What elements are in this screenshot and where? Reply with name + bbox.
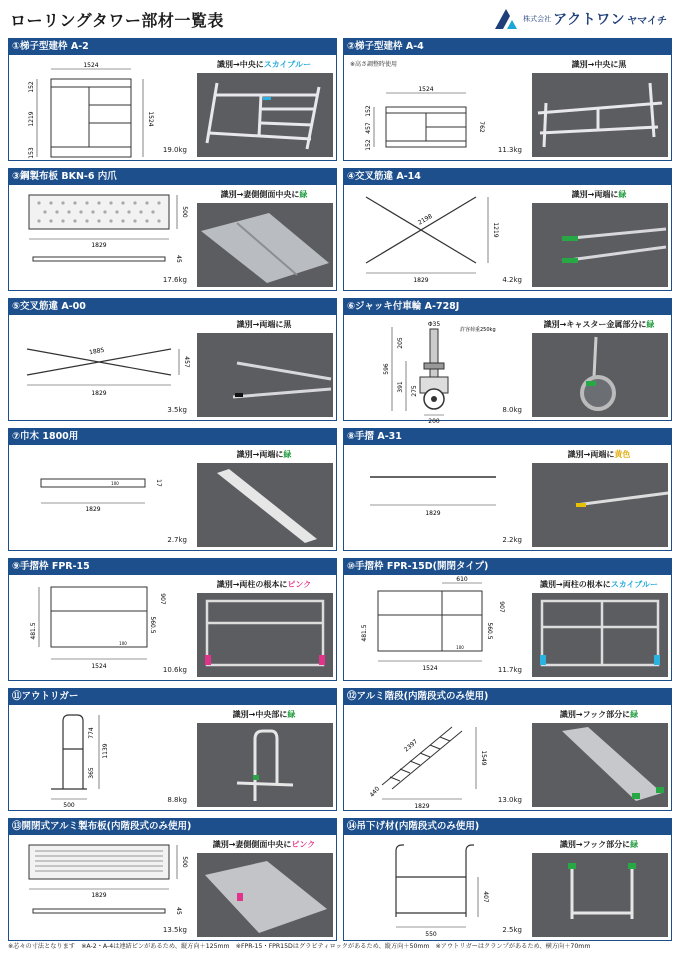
ident-note: 識別→フック部分に緑 xyxy=(559,710,639,719)
part-weight: 11.7kg xyxy=(497,666,522,674)
part-drawing xyxy=(346,447,524,549)
part-drawing xyxy=(346,837,524,939)
dim-width: 500 xyxy=(63,802,75,809)
company-logo xyxy=(493,6,667,32)
part-photo xyxy=(197,73,333,157)
dim-s: 100 xyxy=(119,641,127,646)
part-photo xyxy=(532,723,668,807)
part-drawing xyxy=(11,187,189,289)
part-drawing xyxy=(346,187,524,289)
dim-width: 1524 xyxy=(83,62,99,69)
part-photo xyxy=(197,723,333,807)
ident-note: 識別→両端に緑 xyxy=(236,450,292,459)
part-weight: 17.6kg xyxy=(162,276,187,284)
part-drawing xyxy=(346,577,524,679)
dim-h2: 1219 xyxy=(28,111,35,127)
dim-d: 275 xyxy=(411,385,418,397)
dim-length: 2397 xyxy=(402,738,420,754)
dim-c: 365 xyxy=(88,767,95,779)
dim-a: 774 xyxy=(88,727,95,739)
dim-height: 907 xyxy=(498,601,505,613)
part-title: ⑦巾木 1800用 xyxy=(9,429,336,445)
dim-e: 200 xyxy=(428,418,440,425)
ident-note: 識別→フック部分に緑 xyxy=(559,840,639,849)
part-title: ⑩手摺枠 FPR-15D(開閉タイプ) xyxy=(344,559,671,575)
part-weight: 11.3kg xyxy=(497,146,522,154)
ident-note: 識別→中央に黒 xyxy=(571,60,627,69)
part-photo xyxy=(532,463,668,547)
dim-height: 907 xyxy=(159,593,166,605)
part-card-toeboard xyxy=(8,428,337,551)
ident-note: 識別→妻側側面中央にピンク xyxy=(212,840,316,849)
dim-b: 596 xyxy=(383,363,390,375)
usage-note: ※高さ調整時使用 xyxy=(350,61,398,68)
ident-note: 識別→中央にスカイブルー xyxy=(217,60,311,69)
logo-brand-sub: ヤマイチ xyxy=(627,15,667,27)
dim-width: 1829 xyxy=(91,390,107,397)
ident-note: 識別→両柱の根本にスカイブルー xyxy=(540,580,658,589)
part-title: ⑫アルミ階段(内階段式のみ使用) xyxy=(344,689,671,705)
dim-width: 1829 xyxy=(425,510,441,517)
part-drawing xyxy=(346,317,524,425)
page-title: ローリングタワー部材一覧表 xyxy=(10,11,224,30)
dim-width: 1829 xyxy=(91,892,107,899)
dim-top: 610 xyxy=(456,576,468,583)
part-title: ⑬開閉式アルミ製布板(内階段式のみ使用) xyxy=(9,819,336,835)
part-title: ⑤交叉筋違 A-00 xyxy=(9,299,336,315)
part-card-stairs xyxy=(343,688,672,811)
dim-width: 1829 xyxy=(91,242,107,249)
dim-thickness: 17 xyxy=(155,479,162,487)
dim-h3: 481.5 xyxy=(30,622,37,640)
part-weight: 8.8kg xyxy=(167,796,187,804)
part-card-fpr15 xyxy=(8,558,337,681)
dim-h1: 152 xyxy=(365,105,372,117)
footer-notes: ※芯々の寸法となります ※A-2・A-4は連結ピンがあるため、縦方向＋125mm ※FPR-15・FPR15Dはグラビティロックがあるため、縦方向＋50mm ※アウトリガーはクランプがあるため、横方向＋70mm xyxy=(8,943,591,950)
part-drawing xyxy=(11,707,189,809)
dim-h3: 481.5 xyxy=(361,624,368,642)
logo-mark-icon xyxy=(493,7,519,31)
part-card-a00 xyxy=(8,298,337,421)
part-drawing xyxy=(11,837,189,939)
ident-note: 識別→両端に黄色 xyxy=(567,450,631,459)
logo-kk: 株式会社 xyxy=(523,15,552,23)
part-title: ②梯子型建枠 A-4 xyxy=(344,39,671,55)
dim-width: 1524 xyxy=(91,663,107,670)
part-photo xyxy=(197,463,333,547)
dim-a: 205 xyxy=(397,337,404,349)
ident-note: 識別→中央部に緑 xyxy=(232,710,296,719)
part-card-a31 xyxy=(343,428,672,551)
dim-c: 391 xyxy=(397,381,404,393)
part-photo xyxy=(532,593,668,677)
part-card-a728j xyxy=(343,298,672,425)
part-weight: 8.0kg xyxy=(502,406,522,414)
parts-grid xyxy=(8,38,672,941)
part-weight: 4.2kg xyxy=(502,276,522,284)
part-photo xyxy=(197,593,333,677)
dim-h-right: 1524 xyxy=(147,111,154,127)
dim-t: 440 xyxy=(368,785,382,799)
ident-note: 識別→両柱の根本にピンク xyxy=(216,580,312,589)
logo-brand: アクトワン xyxy=(553,12,626,28)
part-drawing xyxy=(11,57,189,159)
dim-b: 1139 xyxy=(102,743,109,759)
ident-note: 識別→両端に黒 xyxy=(236,320,292,329)
part-photo xyxy=(532,333,668,417)
part-title: ⑭吊下げ材(内階段式のみ使用) xyxy=(344,819,671,835)
dim-depth: 500 xyxy=(181,206,188,218)
part-card-outrigger xyxy=(8,688,337,811)
dim-h3: 153 xyxy=(28,147,35,159)
part-drawing xyxy=(11,317,189,419)
dim-phi: Φ35 xyxy=(427,321,441,328)
dim-h1: 152 xyxy=(28,81,35,93)
part-title: ⑪アウトリガー xyxy=(9,689,336,705)
part-weight: 2.2kg xyxy=(502,536,522,544)
dim-width: 1829 xyxy=(413,277,429,284)
part-title: ⑨手摺枠 FPR-15 xyxy=(9,559,336,575)
dim-h2: 560.5 xyxy=(149,616,156,634)
dim-height: 100 xyxy=(111,481,119,486)
dim-h3: 152 xyxy=(365,139,372,151)
part-weight: 10.6kg xyxy=(162,666,187,674)
part-card-a2 xyxy=(8,38,337,161)
part-weight: 2.7kg xyxy=(167,536,187,544)
part-photo xyxy=(197,203,333,287)
ident-note: 識別→両端に緑 xyxy=(571,190,627,199)
dim-thickness: 45 xyxy=(175,907,182,915)
dim-h-right: 762 xyxy=(478,121,485,133)
dim-h2: 560.5 xyxy=(486,622,493,640)
dim-width: 550 xyxy=(425,931,437,938)
part-title: ⑧手摺 A-31 xyxy=(344,429,671,445)
part-title: ④交叉筋違 A-14 xyxy=(344,169,671,185)
part-card-hanger xyxy=(343,818,672,941)
ident-note: 識別→キャスター金属部分に緑 xyxy=(543,320,655,329)
part-card-a14 xyxy=(343,168,672,291)
part-photo xyxy=(197,333,333,417)
part-weight: 19.0kg xyxy=(162,146,187,154)
part-title: ③鋼製布板 BKN-6 内爪 xyxy=(9,169,336,185)
dim-width: 1829 xyxy=(414,803,430,810)
part-photo xyxy=(197,853,333,937)
part-drawing xyxy=(11,577,189,679)
part-card-hatch-deck xyxy=(8,818,337,941)
dim-height: 1549 xyxy=(480,750,487,766)
dim-height: 457 xyxy=(183,356,190,368)
dim-depth: 500 xyxy=(181,856,188,868)
dim-thickness: 45 xyxy=(175,255,182,263)
dim-width: 1524 xyxy=(418,86,434,93)
dim-height: 1219 xyxy=(492,222,499,238)
dim-diagonal: 2198 xyxy=(416,212,434,227)
part-photo xyxy=(532,73,668,157)
part-weight: 13.0kg xyxy=(497,796,522,804)
part-card-bkn6 xyxy=(8,168,337,291)
ident-note: 識別→妻側側面中央に緑 xyxy=(220,190,308,199)
part-card-a4 xyxy=(343,38,672,161)
part-photo xyxy=(532,853,668,937)
part-drawing xyxy=(11,447,189,549)
dim-height: 407 xyxy=(482,891,489,903)
page-header xyxy=(0,0,679,36)
load-capacity: 許容荷重250kg xyxy=(460,327,496,333)
part-title: ①梯子型建枠 A-2 xyxy=(9,39,336,55)
part-weight: 2.5kg xyxy=(502,926,522,934)
part-drawing xyxy=(346,57,524,159)
part-photo xyxy=(532,203,668,287)
part-title: ⑥ジャッキ付車輪 A-728J xyxy=(344,299,671,315)
part-weight: 3.5kg xyxy=(167,406,187,414)
part-drawing xyxy=(346,707,524,809)
dim-s: 100 xyxy=(456,645,464,650)
dim-h2: 457 xyxy=(365,122,372,134)
dim-width: 1524 xyxy=(422,665,438,672)
part-card-fpr15d xyxy=(343,558,672,681)
part-weight: 13.5kg xyxy=(162,926,187,934)
dim-diagonal: 1885 xyxy=(88,346,105,357)
dim-width: 1829 xyxy=(85,506,101,513)
